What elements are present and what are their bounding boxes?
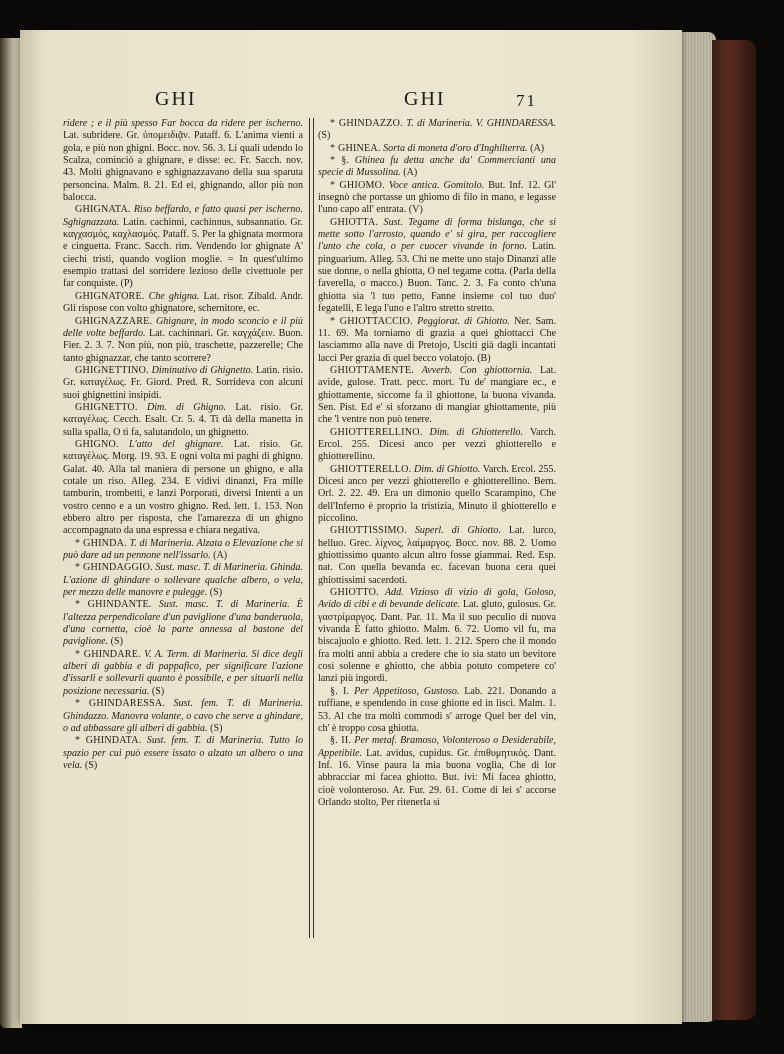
entry-definition: Che ghigna. bbox=[148, 290, 200, 302]
entry-body: Lat. avide, gulose. Tratt. pecc. mort. Tu de' mangiare ec., e ghiottamente, siccome fa il ghiottone, la buona vivanda. Sen. Pist. Ed e' si sforzano di mangiar ghiottamente, più che 'l ventre non può tenere. bbox=[318, 364, 556, 426]
entry-body: (A) bbox=[213, 550, 228, 562]
dictionary-entry bbox=[63, 538, 303, 563]
dictionary-entry bbox=[63, 698, 303, 735]
entry-definition: Dim. di Ghigno. bbox=[146, 401, 227, 413]
entry-definition: Sust. fem. T. di Marineria. Ghindazzo. Manovra volante, o cavo che serve a ghindare, o ad abbassare gli alberi di gabbia. bbox=[63, 698, 303, 734]
dictionary-entry bbox=[63, 439, 303, 538]
entry-headword: GHIOTTERELLO. bbox=[330, 463, 412, 475]
entry-headword: GHIOTTISSIMO. bbox=[330, 525, 407, 537]
dictionary-entry bbox=[63, 291, 303, 316]
dictionary-entry bbox=[63, 316, 303, 365]
entry-body: (S) bbox=[210, 722, 223, 734]
dictionary-entry bbox=[318, 686, 556, 735]
entry-body: Latin. cachinni, cachinnus, subsannatio. Gr. καγχασμός, καχλασμός. Pataff. 5. Per la ghignata mormora e cinguetta. Franc. Sacch. rim. Vendendo lor ghignate A' ciechi tristi, quando voglion moglie. = In quest'ultimo esempio trattasi del sorridere lezioso delle civettuole per far conquiste. (P) bbox=[63, 216, 303, 290]
dictionary-entry bbox=[63, 118, 303, 204]
dictionary-entry bbox=[63, 599, 303, 648]
entry-body: Ner. Sam. 11. 69. Ma torniamo di grazia a quei ghiottacci Che lasciammo alla nave di Pretojo, Usciti già dagli incantati lacci Per grazia di quel becco volatojo. (B) bbox=[318, 315, 556, 364]
entry-definition: Voce antica. Gomitolo. bbox=[388, 179, 485, 191]
entry-body: (S) bbox=[84, 759, 98, 771]
entry-body: But. Inf. 12. Gl' insegnò che portasse un ghiomo di filo in mano, e legasse l'uno capo all' entrata. (V) bbox=[318, 179, 556, 216]
entry-body: Lat. risor. Zibald. Andr. Gli rispose con volto ghignatore, schernitore, ec. bbox=[63, 290, 303, 315]
entry-headword: * GHINDANTE. bbox=[75, 599, 152, 611]
entry-headword: * GHINEA. bbox=[330, 142, 381, 154]
column-divider bbox=[309, 118, 314, 938]
entry-definition: T. di Marineria. V. GHINDARESSA. bbox=[406, 118, 556, 129]
entry-headword: * GHIOMO. bbox=[330, 179, 385, 191]
left-column bbox=[63, 118, 303, 938]
entry-definition: Ghignare, in modo sconcio e il più delle volte beffardo. bbox=[63, 315, 303, 339]
entry-headword: GHIOTTERELLINO. bbox=[330, 426, 423, 438]
entry-headword: GHIGNETTINO. bbox=[75, 364, 149, 376]
entry-headword: * §. bbox=[330, 155, 350, 167]
entry-definition: Sust. masc. T. di Marineria. È l'altezza perpendicolare d'un paviglione d'una banderuola, d'una cornetta, cioè la parte annessa al bastone del paviglione. bbox=[63, 599, 303, 648]
entry-definition: ridere ; e il più spesso Far bocca da ridere per ischerno. bbox=[63, 118, 303, 129]
page-number: 71 bbox=[516, 91, 537, 110]
entry-definition: Dim. di Ghiotto. bbox=[413, 463, 481, 475]
entry-body: (S) bbox=[110, 636, 124, 648]
dictionary-entry bbox=[63, 204, 303, 290]
dictionary-entry bbox=[318, 735, 556, 809]
dictionary-entry bbox=[318, 118, 556, 143]
entry-definition: Diminutivo di Ghignetto. bbox=[151, 364, 254, 376]
entry-headword: * GHIOTTACCIO. bbox=[330, 315, 413, 327]
entry-headword: GHIGNO. bbox=[75, 438, 119, 450]
running-head-right: GHI bbox=[404, 88, 446, 110]
entry-definition: Riso beffardo, e fatto quasi per ischerno. Sghignazzata. bbox=[63, 204, 303, 228]
dictionary-entry bbox=[318, 143, 556, 155]
entry-definition: Sust. masc. T. di Marineria. Ghinda. L'azione di ghindare o sollevare qualche albero, o vela, per mezzo delle manovre e pulegge. bbox=[63, 562, 303, 599]
entry-definition: Sust. Tegame di forma bislunga, che si mette sotto l'arrosto, quando e' si gira, per raccogliere l'unto che cola, o per cuocer vivande in forno. bbox=[318, 216, 556, 253]
entry-headword: * GHINDARESSA. bbox=[75, 698, 166, 710]
right-column bbox=[318, 118, 556, 938]
entry-headword: * GHINDAGGIO. bbox=[75, 562, 153, 574]
dictionary-entry bbox=[318, 180, 556, 217]
entry-definition: Sorta di moneta d'oro d'Inghilterra. bbox=[383, 142, 528, 154]
entry-headword: GHIOTTO. bbox=[330, 587, 379, 599]
dictionary-entry bbox=[318, 217, 556, 316]
entry-body: (A) bbox=[530, 142, 545, 154]
entry-definition: V. A. Term. di Marineria. Si dice degli alberi di gabbia e di pappafico, per significare l'azione d'issarli e sollevarli quanto è possibile, e per situarli nella posizione necessaria. bbox=[63, 648, 303, 697]
entry-headword: GHIOTTA. bbox=[330, 216, 379, 228]
dictionary-entry bbox=[63, 649, 303, 698]
entry-headword: GHIGNETTO. bbox=[75, 401, 138, 413]
entry-body: Lat. subridere. Gr. ὑπομειδιᾷν. Pataff. 6. L'anima vienti a gola, e più non ghigni. Bocc. nov. 56. 3. Li quali udendo lo Scalza, cominciò a ghignare, e disse: ec. Fr. Sacch. nov. 43. Molti ghignavano e sghignazzavano della sua sparuta personcina. Malm. 8. 21. Ed ei, ghignando, allor più non balocca. bbox=[63, 130, 303, 204]
entry-body: Lat. gluto, gulosus. Gr. γαστρίμαργος. Dant. Par. 11. Ma il suo peculio di nuova vivanda È fatto ghiotto. Malm. 6. 72. Uomo vil fu, ma biscajuolo e ghiotto. Red. lett. 1. 212. Spero che il mondo fra molti anni abbia a credere che io sia stato un bevitore così solenne e ghiotto, che abbia potuto competere co' lanzi più ingordi. bbox=[318, 599, 556, 685]
dictionary-entry bbox=[318, 316, 556, 365]
dictionary-entry bbox=[318, 427, 556, 464]
dictionary-entry bbox=[318, 464, 556, 526]
entry-definition: Per Appetitoso, Gustoso. bbox=[354, 685, 460, 697]
dictionary-entry bbox=[318, 155, 556, 180]
entry-body: Latin. risio. Gr. καταγέλως. Fr. Giord. Pred. R. Sorrideva con alcuni suoi ghignettini insipidi. bbox=[63, 364, 303, 401]
dictionary-entry bbox=[63, 735, 303, 772]
entry-definition: L'atto del ghignare. bbox=[128, 438, 224, 450]
entry-headword: * GHINDAZZO. bbox=[330, 118, 403, 129]
dictionary-entry bbox=[63, 562, 303, 599]
entry-definition: Superl. di Ghiotto. bbox=[414, 525, 501, 537]
entry-body: (S) bbox=[209, 587, 223, 599]
entry-headword: * GHINDATA. bbox=[75, 735, 142, 747]
entry-body: Lat. risio. Gr. καταγέλως. Morg. 19. 93. E ogni volta mi paghi di ghigno. Galat. 40. Alla tal maniera di persone un ghigno, e alla cotale un riso. Alleg. 234. E vidivi dinanzi, Fra mille tamburin, trombetti, e lanzi Porporati, diversi Intenti a un vostro cenno e a un vostro ghigno. Red. lett. 1. 153. Non ebbero altro per risposta, che l'amarezza di un ghigno accompagnato da una espressa e chiara negativa. bbox=[63, 438, 303, 537]
dictionary-entry bbox=[318, 365, 556, 427]
entry-headword: GHIOTTAMENTE. bbox=[330, 364, 414, 376]
entry-headword: GHIGNATORE. bbox=[75, 290, 145, 302]
entry-headword: * GHINDA. bbox=[75, 537, 127, 549]
dictionary-entry bbox=[63, 365, 303, 402]
entry-headword: GHIGNAZZARE. bbox=[75, 315, 153, 327]
entry-body: Latin. pinguarium. Alleg. 53. Chi ne mette uno stajo Dinanzi alle sue donne, o nella ghiotta, O nel tegame cotta. (Parla della faverella, o macco.) Buon. Tanc. 2. 3. Fa conto ch'una ghiotta sia 'l tuo petto, Fanne insieme col tuo duo' fegatelli, E lega l'uno e l'altro stretto stretto. bbox=[318, 241, 556, 315]
dictionary-entry bbox=[318, 587, 556, 686]
entry-body: Lat. lurco, helluo. Grec. λίχνος, λαίμαργος. Bocc. nov. 88. 2. Uomo ghiottissimo quanto alcun altro fosse giammai. Red. Esp. nat. Con quella bevanda ec. facevan buona cera quei ghiottissimi sacerdoti. bbox=[318, 525, 556, 586]
entry-definition: Avverb. Con ghiottornia. bbox=[421, 364, 533, 376]
entry-definition: Add. Vizioso di vizio di gola, Goloso, Avido di cibi e di bevande delicate. bbox=[318, 587, 556, 611]
dictionary-entry bbox=[63, 402, 303, 439]
entry-body: Lat. cachinnari. Gr. καγχάζειν. Buon. Fier. 2. 3. 7. Non più, non più, traschette, pazzerelle; Che tanto ghignazzar, che tanto scorrere? bbox=[63, 327, 303, 364]
entry-headword: §. II. bbox=[330, 735, 352, 747]
book-spine-left bbox=[0, 38, 22, 1028]
entry-body: Varch. Ercol. 255. Dicesi anco per vezzi ghiotterello e ghiotterellino. Bern. Orl. 2. 22. 49. Era un dimonio quello Scarampino, Che dell'Inferno è proprio la tristizia, Minuto il ghiotterello e piccolino. bbox=[318, 463, 556, 524]
entry-definition: Ghinea fu detta anche da' Commercianti una specie di Mussolina. bbox=[318, 155, 556, 179]
running-head-left: GHI bbox=[155, 88, 197, 110]
book-cover-right bbox=[712, 40, 756, 1020]
entry-definition: T. di Marineria. Alzata o Elevazione che si può dare ad un pennone nell'issarlo. bbox=[63, 537, 303, 562]
entry-body: Lat. risio. Gr. καταγέλως. Cecch. Esalt. Cr. 5. 4. Ti dà della manetta in sulla spalla, O ti fa, salutandolo, un ghignetto. bbox=[63, 401, 303, 438]
entry-definition: Peggiorat. di Ghiotto. bbox=[417, 315, 510, 327]
entry-body: Lab. 221. Donando a ruffiane, e spendendo in cose ghiotte ed in lisci. Malm. 1. 53. Al che tra molti commodi s' arroge Quel ber del vin, ch' è troppo cosa ghiotta. bbox=[318, 685, 556, 734]
entry-body: Lat. avidus, cupidus. Gr. ἐπιθυμητικός. Dant. Inf. 16. Vinse paura la mia buona voglia, Che di lor abbracciar mi facea ghiotto. But. ivi: Mi facea ghiotto, cioè volonteroso. Ar. Fur. 29. 61. Come di lei s' accorse Orlando stolto, Per ritenerla sì bbox=[318, 747, 556, 808]
entry-headword: §. I. bbox=[330, 685, 350, 697]
entry-headword: * GHINDARE. bbox=[75, 648, 141, 660]
entry-definition: Sust. fem. T. di Marineria. Tutto lo spazio per cui può essere issato o alzato un albero o una vela. bbox=[63, 735, 303, 771]
entry-body: (S) bbox=[318, 130, 331, 142]
entry-definition: Dim. di Ghiotterello. bbox=[429, 426, 523, 438]
entry-body: (S) bbox=[151, 685, 165, 697]
entry-body: (A) bbox=[403, 167, 418, 179]
entry-headword: GHIGNATA. bbox=[75, 204, 131, 216]
entry-definition: Per metaf. Bramoso, Volonteroso o Desiderabile, Appetibile. bbox=[318, 735, 556, 759]
entry-body: Varch. Ercol. 255. Dicesi anco per vezzi ghiotterello e ghiotterellino. bbox=[318, 426, 556, 463]
dictionary-entry bbox=[318, 525, 556, 587]
